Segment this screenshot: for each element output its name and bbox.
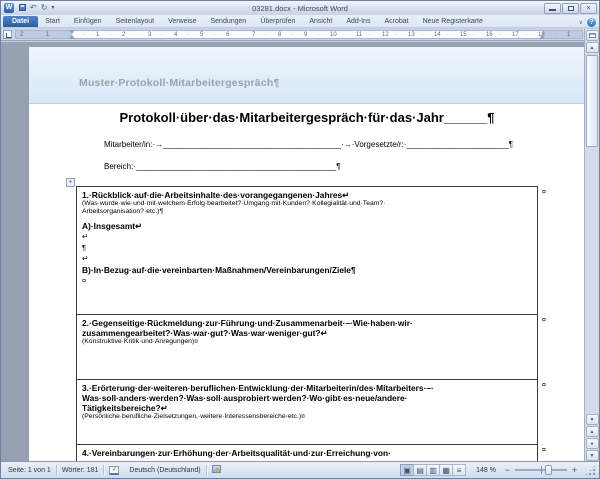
- resize-grip[interactable]: [584, 464, 597, 477]
- close-button[interactable]: ×: [580, 3, 597, 14]
- ruler-bar[interactable]: [15, 30, 583, 39]
- ruler-mark: ·: [265, 32, 267, 38]
- scrollbar-thumb[interactable]: [586, 55, 598, 147]
- ruler-mark: 2: [20, 32, 24, 38]
- qat-dropdown-button[interactable]: ▾: [51, 5, 55, 11]
- left-indent-marker[interactable]: [69, 32, 75, 39]
- ruler-mark: 6: [226, 32, 230, 38]
- row-end-mark: ¤: [542, 447, 546, 454]
- table-row-2[interactable]: [77, 315, 538, 380]
- word-app-icon[interactable]: W: [5, 4, 13, 11]
- outline-view-button[interactable]: ▦: [439, 464, 453, 476]
- undo-button[interactable]: ↶: [30, 3, 37, 12]
- minimize-button[interactable]: [544, 3, 561, 14]
- next-page-button[interactable]: ▼: [586, 450, 599, 461]
- ruler-mark: ·: [447, 32, 449, 38]
- tab-datei[interactable]: Datei: [3, 16, 38, 27]
- tab-addins[interactable]: Add-Ins: [346, 18, 371, 25]
- browse-object-button[interactable]: ●: [586, 438, 599, 449]
- table-move-handle[interactable]: +: [66, 178, 75, 187]
- section3-note[interactable]: (Persönliche·berufliche·Zielsetzungen,·weitere·Interessensbereiche·etc.)¤: [82, 413, 305, 420]
- macro-record-icon: [212, 465, 221, 473]
- ruler-mark: 1: [567, 32, 571, 38]
- ruler-mark: 4: [174, 32, 178, 38]
- window-title: 03281.docx - Microsoft Word: [252, 3, 348, 13]
- ruler-mark: 8: [278, 32, 282, 38]
- ruler-mark: 10: [330, 32, 337, 38]
- section1-paragraph-marks[interactable]: ↵ ¶ ↵: [82, 232, 89, 263]
- fullscreen-reading-view-button[interactable]: ▤: [413, 464, 427, 476]
- status-bar: [1, 461, 599, 478]
- tab-verweise[interactable]: Verweise: [168, 18, 197, 25]
- row-end-mark: ¤: [542, 382, 546, 389]
- vertical-scrollbar[interactable]: [584, 29, 599, 461]
- ruler-mark: 2: [122, 32, 126, 38]
- tab-acrobat[interactable]: Acrobat: [384, 18, 409, 25]
- ruler-mark: 18: [538, 32, 545, 38]
- save-icon: [19, 4, 26, 11]
- spellcheck-icon: ✓: [109, 466, 119, 475]
- page-count[interactable]: Seite: 1 von 1: [8, 466, 51, 474]
- row-end-mark: ¤: [542, 189, 546, 196]
- print-layout-view-button[interactable]: ▣: [400, 464, 414, 476]
- header-band: [29, 47, 584, 104]
- section2-note[interactable]: (Konstruktive·Kritik·und·Anregungen)¤: [82, 338, 198, 345]
- ruler-mark: ·: [83, 32, 85, 38]
- ruler-mark: 15: [460, 32, 467, 38]
- ruler-mark: ·: [499, 32, 501, 38]
- document-area[interactable]: [1, 42, 584, 461]
- ribbon-tab-bar: [1, 15, 599, 28]
- tab-start[interactable]: Start: [45, 18, 60, 25]
- ruler-mark: ·: [291, 32, 293, 38]
- scroll-up-button[interactable]: ▲: [586, 42, 599, 53]
- section2-title[interactable]: 2.·Gegenseitige·Rückmeldung·zur·Führung·und·Zusammenarbeit·–·Wie·haben·wir· zusammengearbeitet?·Was·war·gut?·Was·war·weniger·gut?↵: [82, 318, 413, 338]
- redo-button[interactable]: ↻: [40, 3, 48, 12]
- ruler-mark: 3: [148, 32, 152, 38]
- ruler-mark: 11: [356, 32, 363, 38]
- zoom-out-button[interactable]: −: [504, 464, 511, 475]
- help-button[interactable]: ?: [587, 18, 596, 27]
- ruler-mark: ·: [213, 32, 215, 38]
- ruler-mark: ·: [395, 32, 397, 38]
- ruler-mark: 1: [96, 32, 100, 38]
- section4-title[interactable]: 4.·Vereinbarungen·zur·Erhöhung·der·Arbeitsqualität·und·zur·Erreichung·von·: [82, 448, 391, 458]
- table-row-1[interactable]: [77, 187, 538, 315]
- ruler-mark: 13: [408, 32, 415, 38]
- ruler-mark: ·: [239, 32, 241, 38]
- ruler-mark: ·: [187, 32, 189, 38]
- row-end-mark: ¤: [542, 317, 546, 324]
- document-title[interactable]: Protokoll·über·das·Mitarbeitergespräch·für·das·Jahr______¶: [119, 110, 495, 125]
- ruler-mark: 9: [304, 32, 308, 38]
- web-layout-view-button[interactable]: ▥: [426, 464, 440, 476]
- save-button[interactable]: [17, 3, 28, 13]
- word-count[interactable]: Wörter: 181: [61, 466, 99, 474]
- ruler-mark: 7: [252, 32, 256, 38]
- zoom-slider-handle[interactable]: [545, 465, 552, 475]
- table-row-4[interactable]: [77, 445, 538, 462]
- tab-seitenlayout[interactable]: Seitenlayout: [115, 18, 155, 25]
- zoom-in-button[interactable]: +: [571, 464, 578, 475]
- language-status[interactable]: Deutsch (Deutschland): [129, 466, 201, 474]
- ruler-mark: ·: [135, 32, 137, 38]
- tab-sendungen[interactable]: Sendungen: [210, 18, 247, 25]
- field-bereich[interactable]: Bereich:·_____________________________________________¶: [104, 162, 341, 171]
- ruler-mark: 16: [486, 32, 493, 38]
- zoom-slider[interactable]: [515, 464, 567, 476]
- page[interactable]: [29, 47, 584, 461]
- tab-ueberpruefen[interactable]: Überprüfen: [260, 18, 296, 25]
- ruler-mark: ·: [58, 32, 60, 38]
- section1-item-a[interactable]: A)·Insgesamt↵: [82, 221, 143, 231]
- ruler-mark: ·: [369, 32, 371, 38]
- ruler-mark: 17: [512, 32, 519, 38]
- ruler-mark: ·: [421, 32, 423, 38]
- ruler-mark: 5: [200, 32, 204, 38]
- tab-einfuegen[interactable]: Einfügen: [73, 18, 102, 25]
- previous-page-button[interactable]: ▲: [586, 426, 599, 437]
- ruler-row: [1, 29, 584, 41]
- minimize-icon: [549, 9, 556, 11]
- zoom-level[interactable]: 148 %: [476, 466, 496, 474]
- ruler-mark: 1: [46, 32, 50, 38]
- tab-stop-selector[interactable]: [3, 30, 12, 39]
- ruler-mark: ·: [32, 32, 34, 38]
- zoom-slider-notch: [541, 466, 542, 474]
- macro-status[interactable]: [207, 465, 226, 475]
- ruler-mark: ·: [109, 32, 111, 38]
- protocol-table[interactable]: [76, 186, 538, 461]
- restore-button[interactable]: [562, 3, 579, 14]
- ruler-mark: ·: [473, 32, 475, 38]
- table-row-3[interactable]: [77, 380, 538, 445]
- ruler-mark: ·: [317, 32, 319, 38]
- draft-view-button[interactable]: ≡: [452, 464, 466, 476]
- section1-note[interactable]: (Was·wurde·wie·und·mit·welchem·Erfolg·bearbeitet?·Umgang·mit·Kunden?·Kollegialität·und·Team?· Arbeitsorganisation?·etc.)¶: [82, 200, 386, 215]
- ruler-mark: ·: [525, 32, 527, 38]
- proofing-status[interactable]: [104, 466, 124, 475]
- field-mitarbeiter-vorgesetzte[interactable]: Mitarbeiter/in:·→________________________________________·→·Vorgesetzte/r:·_______________________¶: [104, 140, 514, 149]
- tab-neue-registerkarte[interactable]: Neue Registerkarte: [422, 18, 483, 25]
- ribbon-expand-icon[interactable]: ∨: [578, 20, 583, 26]
- section1-title[interactable]: 1.·Rückblick·auf·die·Arbeitsinhalte·des·vorangegangenen·Jahres↵: [82, 190, 350, 200]
- ruler-icon: [589, 33, 596, 38]
- title-bar[interactable]: [1, 1, 599, 15]
- section1-item-b[interactable]: B)·In·Bezug·auf·die·vereinbarten·Maßnahmen/Vereinbarungen/Ziele¶: [82, 265, 356, 275]
- section3-title[interactable]: 3.·Erörterung·der·weiteren·beruflichen·Entwicklung·der·Mitarbeiterin/des·Mitarbeiters·–· Was·soll·anders·werden?·Was·soll·ausprobiert·werden?·Wo·gibt·es·neue/andere· Tätigkeitsbereiche?↵: [82, 383, 434, 413]
- ruler-mark: ·: [161, 32, 163, 38]
- ruler-mark: ·: [555, 32, 557, 38]
- ruler-mark: ·: [343, 32, 345, 38]
- scroll-down-button[interactable]: ▼: [586, 414, 599, 425]
- tab-ansicht[interactable]: Ansicht: [309, 18, 333, 25]
- ruler-mark: 12: [382, 32, 389, 38]
- header-text[interactable]: Muster·Protokoll·Mitarbeitergespräch¶: [79, 77, 280, 89]
- ruler-mark: 14: [434, 32, 441, 38]
- section1-cell-end-mark: ¤: [82, 276, 87, 285]
- ruler-toggle-button[interactable]: [586, 30, 599, 41]
- restore-icon: [568, 6, 574, 11]
